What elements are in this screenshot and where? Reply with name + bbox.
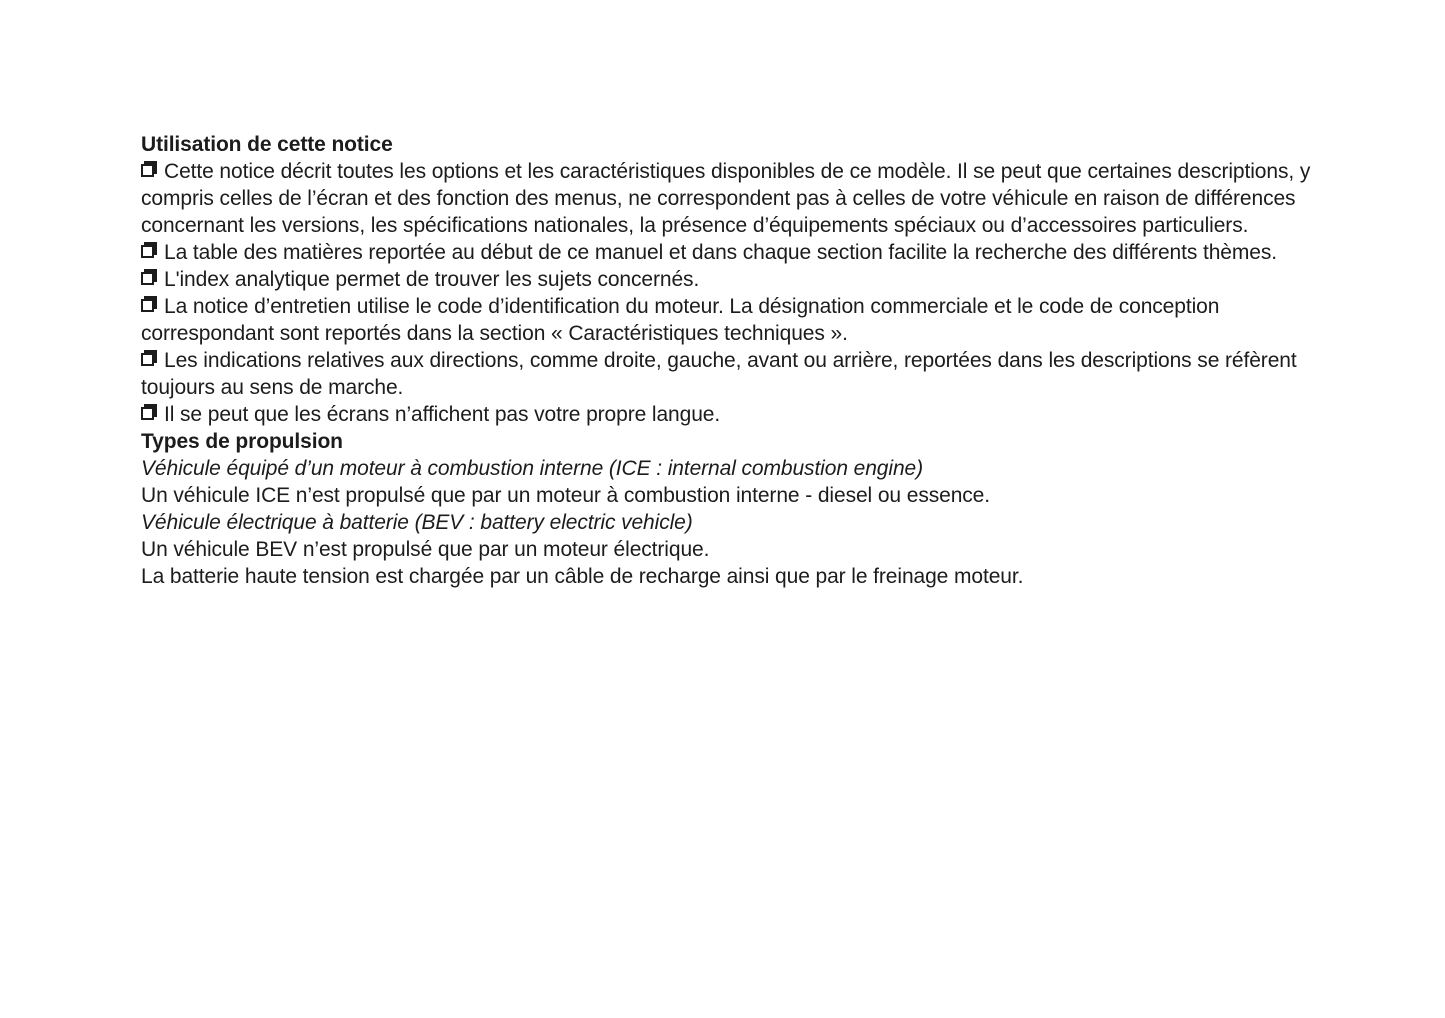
bullet-item bbox=[141, 158, 1347, 239]
section-heading-propulsion: Types de propulsion bbox=[141, 430, 343, 453]
propulsion-bev-title: Véhicule électrique à batterie (BEV : battery electric vehicle) bbox=[141, 511, 693, 534]
bullet-item bbox=[141, 401, 1347, 428]
bullet-text: La notice d’entretien utilise le code d’identification du moteur. La désignation commerciale et le code de conception correspondant sont reportés dans la section « Caractéristiques techniques ». bbox=[141, 295, 1220, 345]
bullet-text: Cette notice décrit toutes les options et les caractéristiques disponibles de ce modèle. Il se peut que certaines descriptions, y compris celles de l’écran et des fonction des menus, ne correspondent pas à celles de votre véhicule en raison de différences concernant les versions, les spécifications nationales, la présence d’équipements spéciaux ou d’accessoires particuliers. bbox=[141, 160, 1311, 237]
bullet-text: L'index analytique permet de trouver les sujets concernés. bbox=[164, 268, 700, 291]
propulsion-bev-description: Un véhicule BEV n’est propulsé que par un moteur électrique. bbox=[141, 538, 710, 561]
square-bullet-icon bbox=[141, 272, 154, 285]
bullet-item bbox=[141, 293, 1347, 347]
square-bullet-icon bbox=[141, 164, 154, 177]
propulsion-ice-title: Véhicule équipé d’un moteur à combustion interne (ICE : internal combustion engine) bbox=[141, 457, 923, 480]
bullet-text: Il se peut que les écrans n’affichent pas votre propre langue. bbox=[164, 403, 721, 426]
bullet-text: La table des matières reportée au début de ce manuel et dans chaque section facilite la recherche des différents thèmes. bbox=[164, 241, 1277, 264]
square-bullet-icon bbox=[141, 245, 154, 258]
bullet-item bbox=[141, 239, 1347, 266]
section-heading-usage: Utilisation de cette notice bbox=[141, 133, 393, 156]
manual-text-block bbox=[141, 131, 1347, 590]
square-bullet-icon bbox=[141, 407, 154, 420]
bullet-item bbox=[141, 347, 1347, 401]
propulsion-ice-description: Un véhicule ICE n’est propulsé que par un moteur à combustion interne - diesel ou essence. bbox=[141, 484, 990, 507]
square-bullet-icon bbox=[141, 299, 154, 312]
square-bullet-icon bbox=[141, 353, 154, 366]
bullet-text: Les indications relatives aux directions, comme droite, gauche, avant ou arrière, reportées dans les descriptions se réfèrent toujours au sens de marche. bbox=[141, 349, 1297, 399]
propulsion-battery-note: La batterie haute tension est chargée par un câble de recharge ainsi que par le freinage moteur. bbox=[141, 565, 1024, 588]
bullet-item bbox=[141, 266, 1347, 293]
